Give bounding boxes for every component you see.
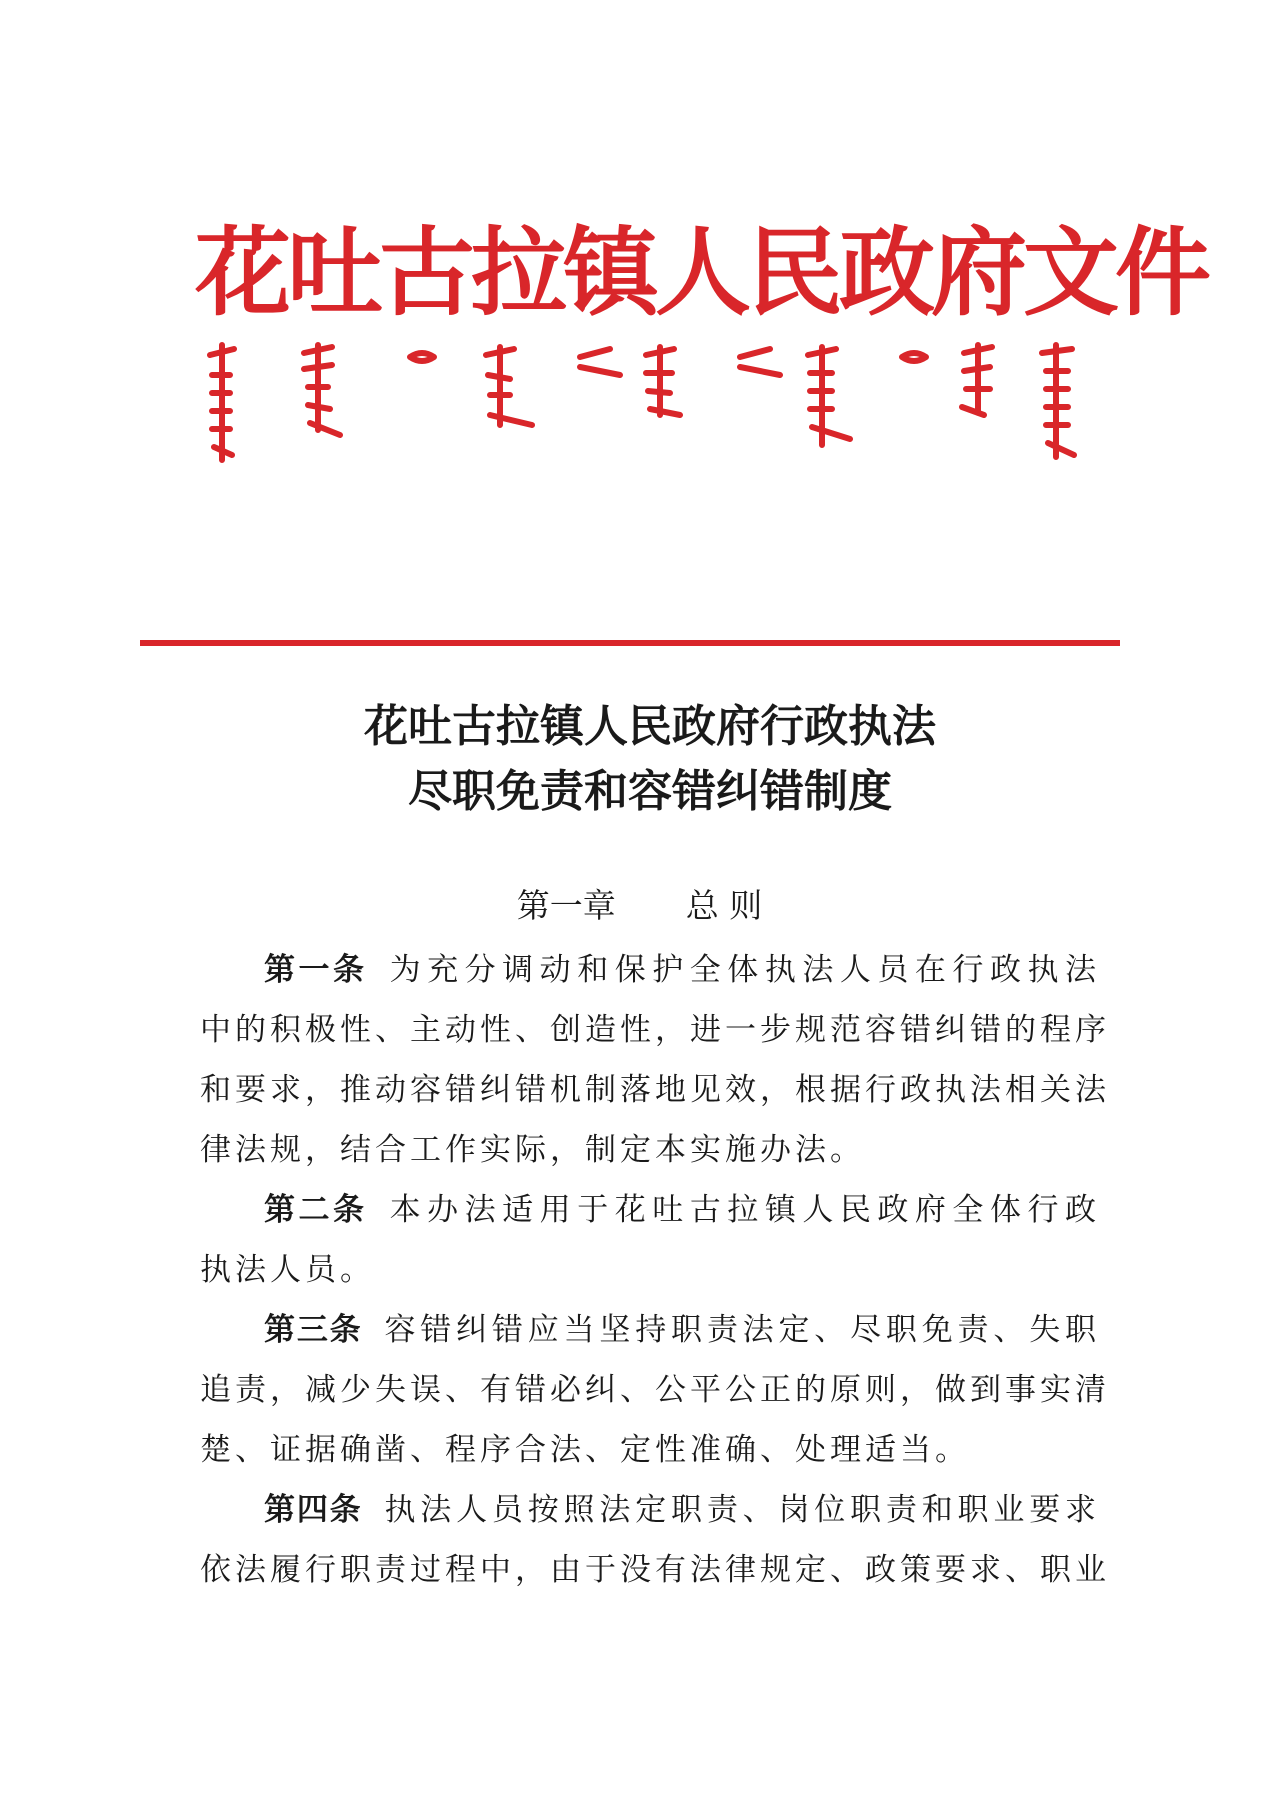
document-title-line-2: 尽职免责和容错纠错制度	[408, 766, 892, 817]
header-divider-rule	[140, 640, 1120, 646]
article-number: 第四条	[264, 1492, 363, 1528]
article-line: 律法规，结合工作实际，制定本实施办法。	[200, 1132, 865, 1168]
article-number: 第三条	[264, 1312, 363, 1348]
article-line: 第一条 为充分调动和保护全体执法人员在行政执法	[264, 952, 1101, 988]
article-line: 第四条 执法人员按照法定职责、岗位职责和职业要求	[264, 1492, 1101, 1528]
article-line: 依法履行职责过程中，由于没有法律规定、政策要求、职业	[200, 1552, 1110, 1588]
article-line: 楚、证据确凿、程序合法、定性准确、处理适当。	[200, 1432, 970, 1468]
issuing-authority-header: 花吐古拉镇人民政府文件	[195, 216, 1207, 329]
article-2	[200, 1180, 1100, 1300]
article-line: 中的积极性、主动性、创造性，进一步规范容错纠错的程序	[200, 1012, 1110, 1048]
article-line: 第三条 容错纠错应当坚持职责法定、尽职免责、失职	[264, 1312, 1101, 1348]
article-number: 第一条	[264, 952, 368, 988]
article-line: 执法人员。	[200, 1252, 375, 1288]
article-line: 和要求，推动容错纠错机制落地见效，根据行政执法相关法	[200, 1072, 1110, 1108]
article-3	[200, 1300, 1110, 1480]
article-4	[200, 1480, 1110, 1600]
document-title-line-1: 花吐古拉镇人民政府行政执法	[364, 701, 936, 752]
chapter-name: 总 则	[685, 886, 763, 925]
chapter-heading	[0, 880, 1279, 927]
chapter-number: 第一章	[516, 886, 616, 925]
article-1	[200, 940, 1110, 1180]
mongolian-script-header	[200, 335, 1080, 475]
article-number: 第二条	[264, 1192, 368, 1228]
article-line: 第二条 本办法适用于花吐古拉镇人民政府全体行政	[264, 1192, 1101, 1228]
article-line: 追责，减少失误、有错必纠、公平公正的原则，做到事实清	[200, 1372, 1110, 1408]
